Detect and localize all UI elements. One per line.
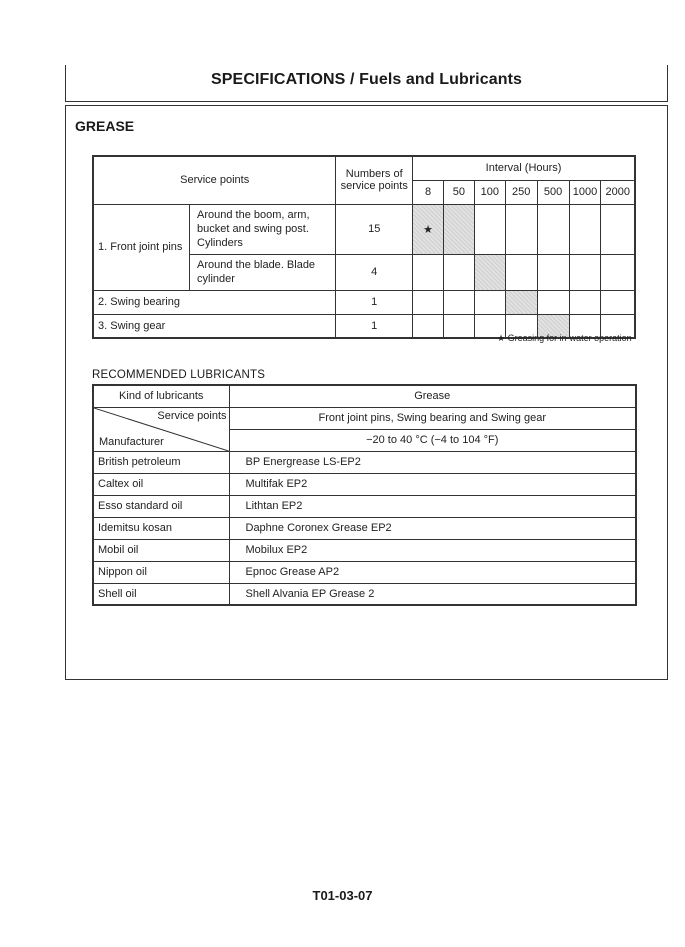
section-heading: GREASE <box>75 118 135 134</box>
interval-cell <box>601 254 635 290</box>
product-cell: Multifak EP2 <box>229 473 636 495</box>
interval-100: 100 <box>474 180 505 204</box>
manufacturer-cell: Idemitsu kosan <box>93 517 229 539</box>
manufacturer-cell: British petroleum <box>93 451 229 473</box>
interval-cell <box>474 290 505 314</box>
row-label: 2. Swing bearing <box>93 290 336 314</box>
interval-cell <box>443 254 474 290</box>
table-row <box>93 517 636 539</box>
star-icon: ★ <box>423 223 433 236</box>
title-frame <box>65 65 668 102</box>
manufacturer-label: Manufacturer <box>99 435 164 448</box>
page-title: SPECIFICATIONS / Fuels and Lubricants <box>211 71 522 88</box>
product-cell: Lithtan EP2 <box>229 495 636 517</box>
service-points-label: Service points <box>157 409 227 422</box>
interval-cell <box>537 254 569 290</box>
row-count: 1 <box>336 314 413 338</box>
front-joint-pins-label: 1. Front joint pins <box>93 204 190 290</box>
interval-250: 250 <box>505 180 537 204</box>
diagonal-header-cell <box>93 407 229 451</box>
interval-cell <box>569 290 601 314</box>
product-cell: Shell Alvania EP Grease 2 <box>229 583 636 605</box>
in-water-note: ★ Greasing for in-water operation <box>497 333 632 343</box>
manufacturer-cell: Caltex oil <box>93 473 229 495</box>
interval-cell <box>601 290 635 314</box>
service-points-value: Front joint pins, Swing bearing and Swing gear <box>229 407 636 429</box>
row-label: 3. Swing gear <box>93 314 336 338</box>
manufacturer-cell: Nippon oil <box>93 561 229 583</box>
interval-cell <box>474 204 505 254</box>
interval-cell-marked <box>413 204 444 254</box>
grease-header: Grease <box>229 385 636 407</box>
service-points-header: Service points <box>93 156 336 204</box>
interval-50: 50 <box>443 180 474 204</box>
table-row <box>93 561 636 583</box>
interval-cell <box>413 290 444 314</box>
interval-cell <box>505 204 537 254</box>
temperature-range: −20 to 40 °C (−4 to 104 °F) <box>229 429 636 451</box>
table-row <box>93 583 636 605</box>
row-label: Around the boom, arm, bucket and swing post. Cylinders <box>190 204 336 254</box>
row-count: 1 <box>336 290 413 314</box>
interval-cell <box>413 254 444 290</box>
grease-interval-table <box>92 155 636 339</box>
table-row <box>93 495 636 517</box>
manufacturer-cell: Esso standard oil <box>93 495 229 517</box>
table-row <box>93 539 636 561</box>
interval-8: 8 <box>413 180 444 204</box>
kind-header: Kind of lubricants <box>93 385 229 407</box>
row-label: Around the blade. Blade cylinder <box>190 254 336 290</box>
row-count: 15 <box>336 204 413 254</box>
product-cell: Mobilux EP2 <box>229 539 636 561</box>
product-cell: Epnoc Grease AP2 <box>229 561 636 583</box>
interval-2000: 2000 <box>601 180 635 204</box>
interval-cell <box>601 204 635 254</box>
product-cell: BP Energrease LS-EP2 <box>229 451 636 473</box>
interval-cell-marked <box>443 204 474 254</box>
interval-cell <box>505 254 537 290</box>
interval-cell <box>443 290 474 314</box>
recommended-lubricants-table <box>92 384 637 606</box>
interval-1000: 1000 <box>569 180 601 204</box>
interval-header: Interval (Hours) <box>413 156 635 180</box>
product-cell: Daphne Coronex Grease EP2 <box>229 517 636 539</box>
interval-cell <box>413 314 444 338</box>
interval-cell-marked <box>505 290 537 314</box>
recommended-lubricants-title: RECOMMENDED LUBRICANTS <box>92 369 266 381</box>
interval-500: 500 <box>537 180 569 204</box>
interval-cell <box>443 314 474 338</box>
page-number: T01-03-07 <box>312 888 373 903</box>
numbers-header: Numbers of service points <box>336 156 413 204</box>
interval-cell <box>569 204 601 254</box>
manufacturer-cell: Mobil oil <box>93 539 229 561</box>
interval-cell <box>537 290 569 314</box>
table-row <box>93 473 636 495</box>
row-count: 4 <box>336 254 413 290</box>
interval-cell <box>537 204 569 254</box>
interval-cell-marked <box>474 254 505 290</box>
interval-cell <box>569 254 601 290</box>
table-row <box>93 451 636 473</box>
manufacturer-cell: Shell oil <box>93 583 229 605</box>
